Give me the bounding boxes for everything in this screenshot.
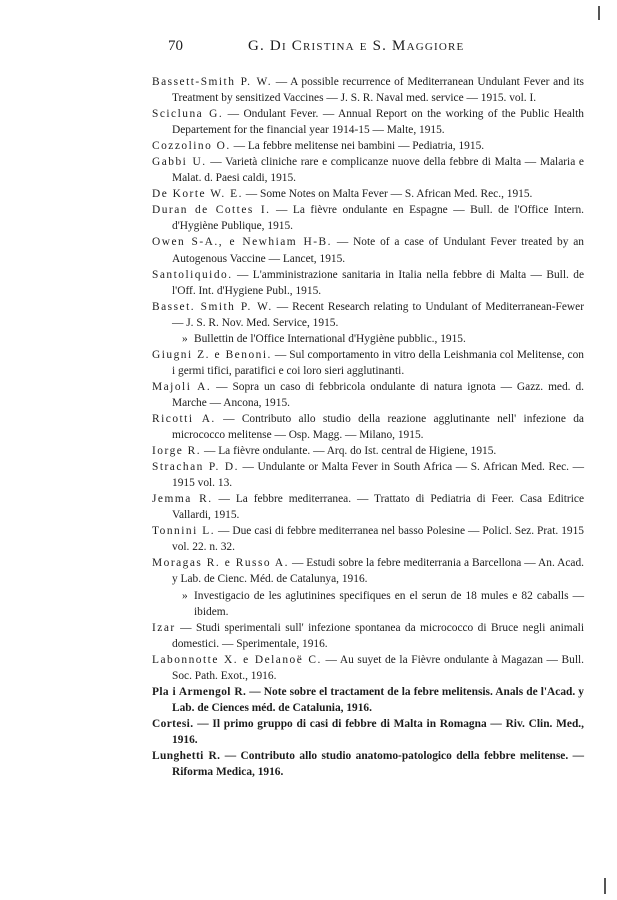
entry-author: Izar xyxy=(152,621,176,634)
entry-reference: — La fièvre ondulante en Espagne — Bull. de l'Office Intern. d'Hygiène Publique, 1915. xyxy=(172,204,584,233)
scan-edge-mark xyxy=(604,878,606,894)
entry-reference: — Sul comportamento in vitro della Leishmania col Melitense, con i germi tifici, paratifici e coi loro sieri agglutinanti. xyxy=(172,348,584,377)
entry-author: Majoli A. xyxy=(152,380,212,393)
entry-reference: — La febbre melitense nei bambini — Pediatria, 1915. xyxy=(230,140,485,153)
entry-author: De Korte W. E. xyxy=(152,188,243,201)
bibliography-entry xyxy=(152,331,584,347)
bibliography-entry xyxy=(152,234,584,266)
entry-reference: — Recent Research relating to Undulant of Mediterranean-Fewer — J. S. R. Nov. Med. Service, 1915. xyxy=(172,300,584,329)
entry-reference: — Contributo allo studio anatomo-patologico della febbre melitense. — Riforma Medica, 1916. xyxy=(172,749,584,779)
entry-reference: — Due casi di febbre mediterranea nel basso Polesine — Policl. Sez. Prat. 1915 vol. 22. n. 32. xyxy=(172,525,584,554)
entry-reference: — L'amministrazione sanitaria in Italia nella febbre di Malta — Bull. de l'Off. Int. d'Hygiene Publ., 1915. xyxy=(172,268,584,297)
entry-author: Scicluna G. xyxy=(152,108,224,121)
page-number: 70 xyxy=(168,38,183,54)
entry-author: Pla i Armengol R. xyxy=(152,685,247,698)
bibliography-entry xyxy=(152,74,584,106)
entry-reference: Bullettin de l'Office International d'Hygiène pubblic., 1915. xyxy=(194,332,466,345)
bibliography-entry xyxy=(152,491,584,523)
entry-author: Santoliquido. xyxy=(152,268,233,281)
bibliography-entry xyxy=(152,555,584,587)
entry-reference: Investigacio de les aglutinines specifiques en el serun de 18 mules e 82 caballs — ibidem. xyxy=(194,589,584,618)
bibliography-entry xyxy=(152,267,584,299)
entry-reference: — Ondulant Fever. — Annual Report on the working of the Public Health Departement for the financial year 1914-15 — Malte, 1915. xyxy=(172,108,584,137)
bibliography-entry xyxy=(152,523,584,555)
entry-author: Iorge R. xyxy=(152,445,202,458)
bibliography-entry xyxy=(152,202,584,234)
bibliography-entry xyxy=(152,748,584,780)
entry-reference: — Varietà cliniche rare e complicanze nuove della febbre di Malta — Malaria e Malat. d. Paesi caldi, 1915. xyxy=(172,156,584,185)
bibliography-entry xyxy=(152,186,584,202)
bibliography-entry xyxy=(152,379,584,411)
entry-reference: — Note sobre el tractament de la febre melitensis. Anals de l'Acad. y Lab. de Ciences méd. de Catalunia, 1916. xyxy=(172,685,584,714)
entry-author: Labonnotte X. e Delanoë C. xyxy=(152,653,322,666)
entry-reference: — Note of a case of Undulant Fever treated by an Autogenous Vaccine — Lancet, 1915. xyxy=(172,236,584,265)
bibliography-entry xyxy=(152,138,584,154)
entry-author: Owen S-A., e Newhiam H-B. xyxy=(152,236,332,249)
entry-reference: — Contributo allo studio della reazione agglutinante nell' infezione da micrococco melitense — Osp. Magg. — Milano, 1915. xyxy=(172,412,584,442)
entry-reference: — Undulante or Malta Fever in South Africa — S. African Med. Rec. — 1915 vol. 13. xyxy=(172,461,584,490)
entry-reference: — Il primo gruppo di casi di febbre di Malta in Romagna — Riv. Clin. Med., 1916. xyxy=(172,717,584,746)
entry-reference: — La fièvre ondulante. — Arq. do Ist. central de Higiene, 1915. xyxy=(201,445,497,458)
bibliography-entry xyxy=(152,299,584,331)
bibliography-entry xyxy=(152,106,584,138)
entry-author: Giugni Z. e Benoni. xyxy=(152,348,272,361)
bibliography-entry xyxy=(152,620,584,652)
entry-author: Duran de Cottes I. xyxy=(152,204,271,217)
entry-author: Basset. Smith P. W. xyxy=(152,300,273,313)
entry-reference: — La febbre mediterranea. — Trattato di Pediatria di Feer. Casa Editrice Vallardi, 1915. xyxy=(172,493,584,522)
entry-reference: — Some Notes on Malta Fever — S. African Med. Rec., 1915. xyxy=(242,188,533,201)
bibliography-entry xyxy=(152,716,584,748)
bibliography-list xyxy=(152,74,584,780)
entry-author: Strachan P. D. xyxy=(152,461,239,474)
entry-reference: — Estudi sobre la febre mediterrania a Barcellona — An. Acad. y Lab. de Cienc. Méd. de Catalunya, 1916. xyxy=(172,557,585,586)
entry-reference: — A possible recurrence of Mediterranean Undulant Fever and its Treatment by sensitized Vaccines — J. S. R. Naval med. service — 1915. vol. I. xyxy=(172,76,584,105)
entry-author: Cortesi. xyxy=(152,717,194,730)
bibliography-entry xyxy=(152,459,584,491)
entry-author: Gabbi U. xyxy=(152,156,207,169)
entry-author: Tonnini L. xyxy=(152,525,216,538)
bibliography-entry xyxy=(152,588,584,620)
entry-author: Moragas R. e Russo A. xyxy=(152,557,289,570)
entry-reference: — Sopra un caso di febbricola ondulante di natura ignota — Gazz. med. d. Marche — Ancona, 1915. xyxy=(172,380,584,409)
running-title: G. Di Cristina e S. Maggiore xyxy=(248,38,465,54)
entry-reference: — Au suyet de la Fièvre ondulante à Magazan — Bull. Soc. Path. Exot., 1916. xyxy=(172,653,584,682)
bibliography-entry xyxy=(152,684,584,716)
bibliography-entry xyxy=(152,443,584,459)
ditto-mark: » xyxy=(182,332,188,345)
running-header xyxy=(152,38,582,58)
entry-author: Ricotti A. xyxy=(152,412,216,425)
bibliography-entry xyxy=(152,652,584,684)
bibliography-entry xyxy=(152,154,584,186)
entry-author: Jemma R. xyxy=(152,493,213,506)
bibliography-entry xyxy=(152,411,584,443)
entry-reference: — Studi sperimentali sull' infezione spontanea da micrococco di Bruce negli animali domestici. — Sperimentale, 1916. xyxy=(172,621,584,650)
entry-author: Cozzolino O. xyxy=(152,140,231,153)
ditto-mark: » xyxy=(182,589,188,602)
entry-author: Lunghetti R. xyxy=(152,749,221,762)
entry-author: Bassett-Smith P. W. xyxy=(152,76,273,88)
bibliography-entry xyxy=(152,347,584,379)
scan-edge-mark xyxy=(598,6,600,20)
